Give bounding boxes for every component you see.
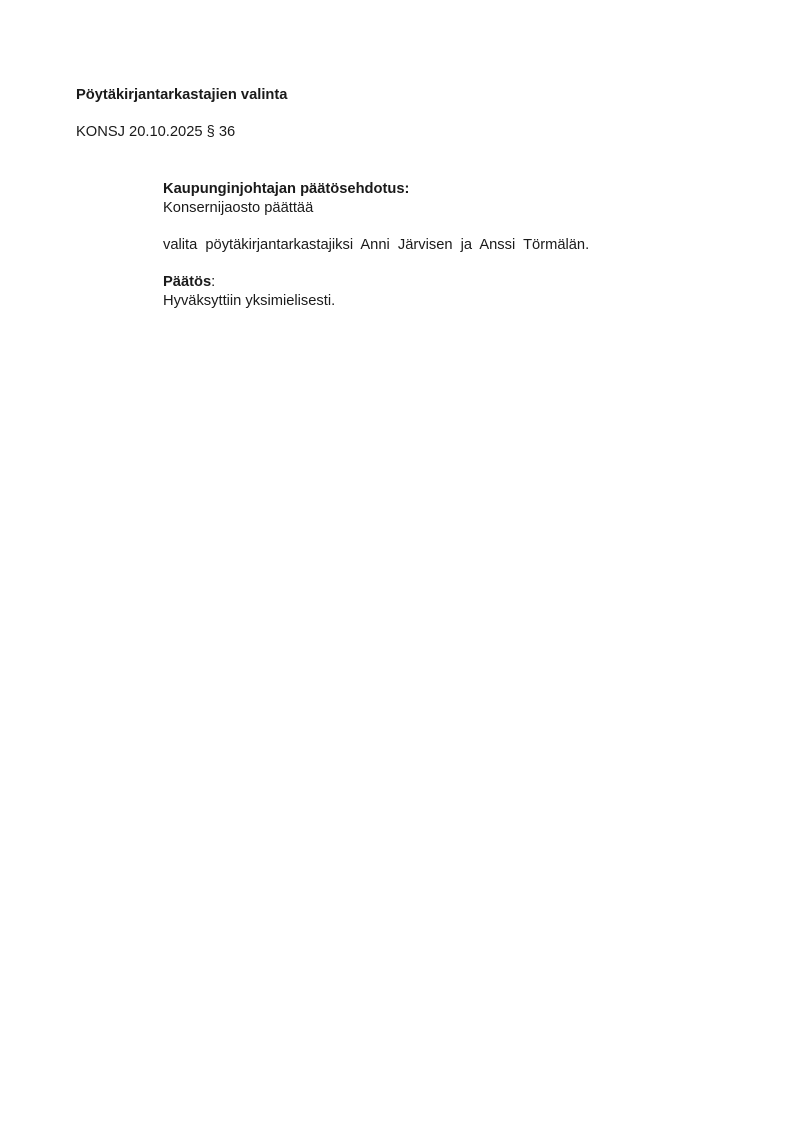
proposal-heading: Kaupunginjohtajan päätösehdotus: (163, 181, 410, 197)
decision-heading-colon: : (211, 274, 216, 290)
document-reference: KONSJ 20.10.2025 § 36 (76, 124, 236, 140)
proposal-intro: Konsernijaosto päättää (163, 200, 314, 216)
decision-body: Hyväksyttiin yksimielisesti. (163, 293, 336, 309)
decision-heading (163, 273, 215, 292)
document-title: Pöytäkirjantarkastajien valinta (76, 87, 288, 103)
proposal-body: valita pöytäkirjantarkastajiksi Anni Järvisen ja Anssi Törmälän. (163, 237, 590, 253)
decision-heading-label: Päätös (163, 274, 212, 290)
